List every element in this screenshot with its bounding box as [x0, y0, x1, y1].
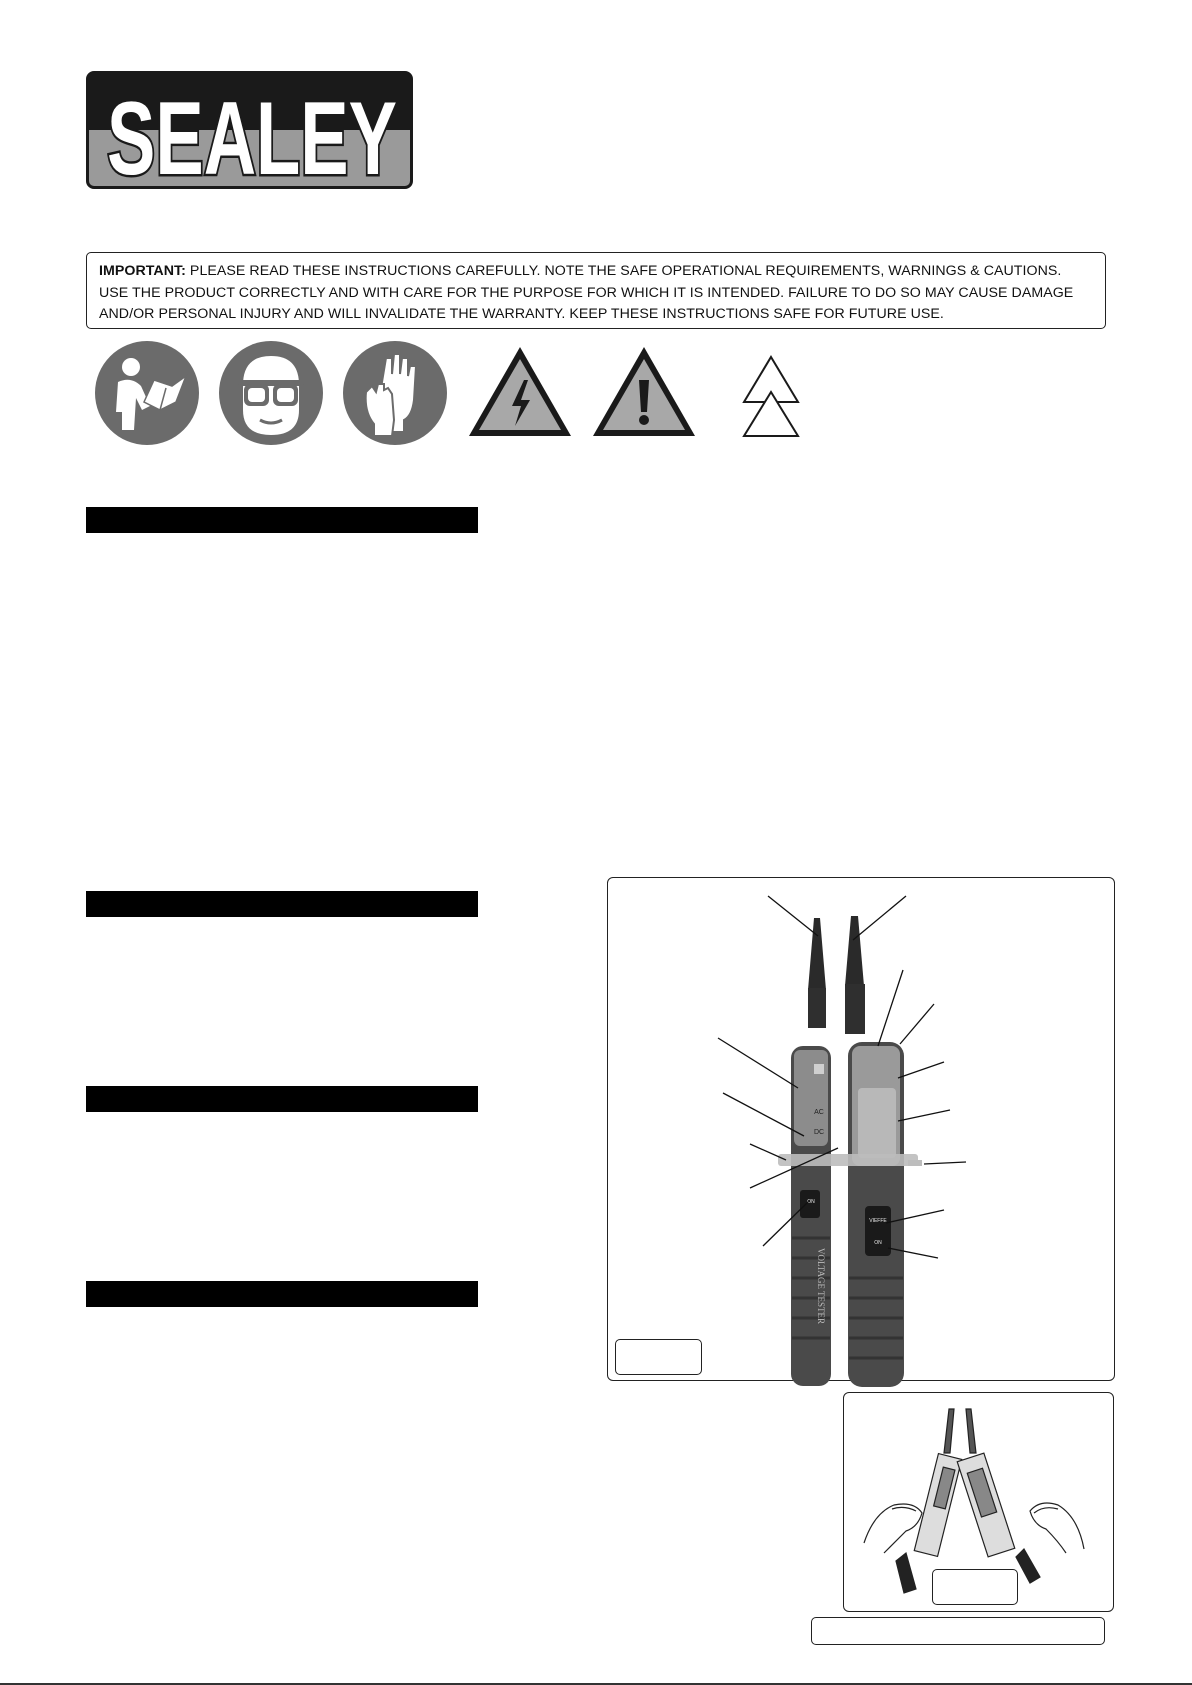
important-notice	[86, 252, 1106, 329]
figure-1	[607, 877, 1115, 1381]
figure-2	[843, 1392, 1114, 1612]
important-label: IMPORTANT:	[99, 263, 186, 279]
ac-label: AC	[814, 1109, 824, 1116]
read-manual-icon	[94, 340, 200, 446]
caption-box	[811, 1617, 1105, 1645]
double-triangle-icon	[740, 354, 802, 438]
sealey-logo	[86, 71, 413, 197]
voltage-tester-illustration	[608, 878, 1116, 1382]
side-text: VOLTAGE TESTER	[816, 1248, 826, 1325]
general-warning-icon	[590, 344, 698, 440]
logo-text: SEALEY	[107, 81, 397, 197]
on-off-left: ON	[807, 1199, 815, 1205]
logo-wordmark	[89, 74, 416, 197]
on-off-right: ON	[874, 1240, 882, 1246]
dc-label: DC	[813, 1129, 825, 1136]
protective-gloves-icon	[342, 340, 448, 446]
figure-1-label	[615, 1339, 702, 1375]
safety-goggles-icon	[218, 340, 324, 446]
electrical-hazard-icon	[466, 344, 574, 440]
section-bar-3	[86, 1086, 478, 1112]
important-text: PLEASE READ THESE INSTRUCTIONS CAREFULLY. NOTE THE SAFE OPERATIONAL REQUIREMENTS, WARNINGS & CAUTIONS. USE THE PRODUCT CORRECTLY AND WITH CARE FOR THE PURPOSE FOR WHICH IT IS INTENDED. FAILURE TO DO SO MAY CAUSE DAMAGE AND/OR PERSONAL INJURY AND WILL INVALIDATE THE WARRANTY. KEEP THESE INSTRUCTIONS SAFE FOR FUTURE USE.	[99, 263, 1074, 322]
figure-2-label	[932, 1569, 1018, 1605]
section-bar-4	[86, 1281, 478, 1307]
section-bar-1	[86, 507, 478, 533]
brand-small: VIEFFE	[869, 1218, 887, 1224]
section-bar-2	[86, 891, 478, 917]
